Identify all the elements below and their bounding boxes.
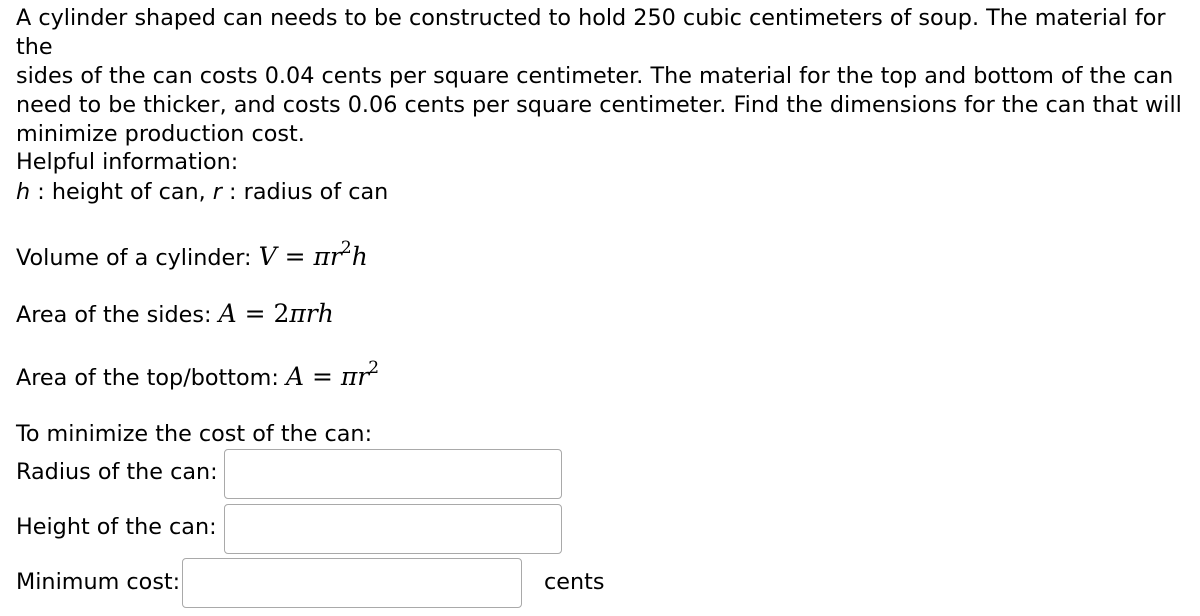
area-top-bottom-formula-label: Area of the top/bottom: (16, 365, 286, 391)
r-symbol: r (212, 179, 222, 205)
height-input[interactable] (224, 504, 562, 554)
volume-formula-label: Volume of a cylinder: (16, 245, 259, 271)
radius-label: Radius of the can: (16, 459, 218, 485)
height-label: Height of the can: (16, 514, 217, 540)
r-description: : radius of can (221, 179, 389, 205)
area-sides-formula-math: A = 2πrh (218, 299, 334, 328)
radius-input[interactable] (224, 449, 562, 499)
minimum-cost-input[interactable] (182, 558, 522, 608)
volume-formula (16, 238, 368, 275)
area-top-bottom-formula (16, 358, 380, 395)
h-description: : height of can, (30, 179, 213, 205)
minimum-cost-label: Minimum cost: (16, 569, 181, 595)
h-symbol: h (16, 179, 31, 205)
variable-definitions (16, 178, 388, 207)
helpful-info-heading: Helpful information: (16, 149, 239, 175)
volume-formula-math: $V = \pi r^2h$ (258, 238, 368, 271)
area-sides-formula-label: Area of the sides: (16, 302, 219, 328)
area-sides-formula (16, 299, 334, 330)
area-top-bottom-formula-math: $A = \pi r^2$ (285, 358, 380, 391)
answers-intro: To minimize the cost of the can: (16, 421, 373, 447)
cost-unit-label: cents (544, 569, 605, 595)
problem-statement: A cylinder shaped can needs to be constructed to hold 250 cubic centimeters of soup. The material for the sides of the can costs 0.04 cents per square centimeter. The material for the top and bottom of the can need to be thicker, and costs 0.06 cents per square centimeter. Find the dimensions for the can that will minimize production cost. (16, 5, 1182, 147)
